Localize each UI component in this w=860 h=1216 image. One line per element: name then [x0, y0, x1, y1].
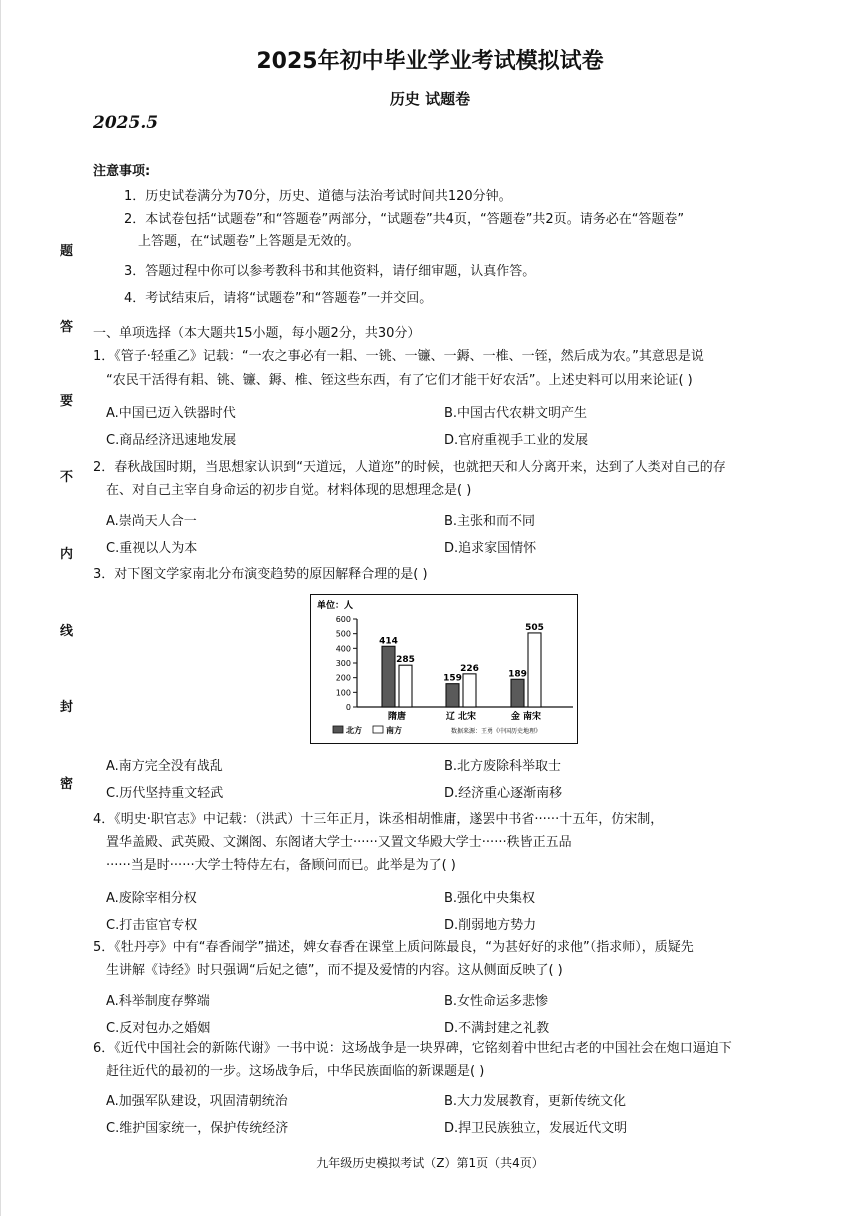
y-tick-label: 0	[345, 703, 351, 712]
notes-title: 注意事项:	[93, 164, 151, 179]
side-char: 不	[60, 470, 74, 485]
chart-source: 数据来源：王勇《中国历史地理》	[451, 728, 542, 735]
category-label: 金 南宋	[510, 712, 542, 722]
question-6-line: 6．《近代中国社会的新陈代谢》一书中说：这场战争是一块界碑，它铭刻着中世纪古老的中国社会在炮口逼迫下	[93, 1041, 732, 1056]
q1-option-d[interactable]: D.官府重视手工业的发展	[444, 433, 589, 448]
q2-option-a[interactable]: A.崇尚天人合一	[106, 514, 197, 529]
q5-option-d[interactable]: D.不满封建之礼教	[444, 1021, 550, 1036]
question-5-line: 生讲解《诗经》时只强调“后妃之德”，而不提及爱情的内容。这从侧面反映了( )	[106, 963, 563, 978]
q6-option-a[interactable]: A.加强军队建设，巩固清朝统治	[106, 1094, 288, 1109]
bar-value-label: 285	[396, 655, 415, 666]
question-2-line: 在、对自己主宰自身命运的初步自觉。材料体现的思想理念是( )	[106, 483, 472, 498]
q3-option-d[interactable]: D.经济重心逐渐南移	[444, 786, 563, 801]
bar-south	[528, 633, 541, 707]
scan-edge	[0, 0, 1, 1216]
q2-option-d[interactable]: D.追求家国情怀	[444, 541, 537, 556]
q5-option-c[interactable]: C.反对包办之婚姻	[106, 1021, 211, 1036]
category-label: 隋唐	[387, 712, 407, 722]
side-char: 密	[60, 777, 74, 792]
q3-option-b[interactable]: B.北方废除科举取士	[444, 759, 562, 774]
page-footer: 九年级历史模拟考试（Z）第1页（共4页）	[316, 1156, 544, 1170]
side-char: 封	[60, 700, 74, 715]
q6-option-b[interactable]: B.大力发展教育，更新传统文化	[444, 1094, 627, 1109]
question-6-line: 赶往近代的最初的一步。这场战争后，中华民族面临的新课题是( )	[106, 1064, 485, 1079]
bar-north	[446, 684, 459, 707]
chart-title: 单位：人	[317, 601, 354, 611]
literati-distribution-chart	[311, 595, 577, 743]
note-line: 上答题，在“试题卷”上答题是无效的。	[138, 234, 360, 249]
note-line: 3．答题过程中你可以参考教科书和其他资料，请仔细审题，认真作答。	[124, 264, 536, 279]
exam-subtitle: 历史 试题卷	[389, 90, 471, 108]
q6-option-c[interactable]: C.维护国家统一，保护传统经济	[106, 1121, 289, 1136]
bar-north	[511, 679, 524, 707]
y-tick-label: 300	[335, 659, 351, 668]
side-char: 答	[60, 320, 74, 335]
side-char: 内	[60, 547, 74, 562]
legend-swatch-south	[373, 726, 383, 733]
exam-title: 2025年初中毕业学业考试模拟试卷	[256, 49, 604, 74]
question-1-line: “农民干活得有耜、铫、镰、鎒、椎、铚这些东西，有了它们才能干好农活”。上述史料可以用来论证( )	[106, 373, 693, 388]
side-char: 题	[60, 244, 74, 259]
y-tick-label: 200	[335, 673, 351, 683]
q4-option-a[interactable]: A.废除宰相分权	[106, 891, 197, 906]
q3-option-c[interactable]: C.历代坚持重文轻武	[106, 786, 224, 801]
q1-option-a[interactable]: A.中国已迈入铁器时代	[106, 406, 236, 421]
category-label: 辽 北宋	[445, 712, 477, 722]
q2-option-b[interactable]: B.主张和而不同	[444, 514, 536, 529]
bar-value-label: 226	[460, 663, 479, 674]
y-tick-label: 600	[335, 615, 351, 624]
exam-date: 2025.5	[93, 113, 159, 133]
question-3-line: 3．对下图文学家南北分布演变趋势的原因解释合理的是( )	[93, 567, 428, 582]
question-4-line: ······当是时······大学士特侍左右，备顾问而已。此举是为了( )	[106, 858, 456, 873]
bar-value-label: 505	[525, 622, 544, 633]
note-line: 4．考试结束后，请将“试题卷”和“答题卷”一并交回。	[124, 291, 433, 306]
y-tick-label: 500	[335, 629, 351, 639]
q1-option-b[interactable]: B.中国古代农耕文明产生	[444, 406, 588, 421]
question-1-line: 1．《管子·轻重乙》记载：“一农之事必有一耜、一铫、一镰、一鎒、一椎、一铚，然后成为农。”其意思是说	[93, 349, 704, 364]
bar-north	[382, 646, 395, 707]
question-4-line: 置华盖殿、武英殿、文渊阁、东阁诸大学士······又置文华殿大学士······秩皆正五品	[106, 835, 572, 850]
section-heading: 一、单项选择（本大题共15小题，每小题2分，共30分）	[93, 326, 421, 341]
y-tick-label: 100	[335, 688, 351, 698]
side-char: 线	[60, 624, 74, 639]
side-char: 要	[60, 394, 74, 409]
question-2-line: 2．春秋战国时期，当思想家认识到“天道远，人道迩”的时候，也就把天和人分离开来，达到了人类对自己的存	[93, 460, 726, 475]
q4-option-d[interactable]: D.削弱地方势力	[444, 918, 537, 933]
bar-south	[463, 674, 476, 707]
bar-south	[399, 665, 412, 707]
note-line: 1．历史试卷满分为70分，历史、道德与法治考试时间共120分钟。	[124, 189, 512, 204]
q4-option-b[interactable]: B.强化中央集权	[444, 891, 536, 906]
question-4-line: 4．《明史·职官志》中记载：（洪武）十三年正月，诛丞相胡惟庸，遂罢中书省······十五年，仿宋制，	[93, 812, 664, 827]
q6-option-d[interactable]: D.捍卫民族独立，发展近代文明	[444, 1121, 628, 1136]
y-tick-label: 400	[335, 644, 351, 654]
q3-option-a[interactable]: A.南方完全没有战乱	[106, 759, 223, 774]
chart-frame	[310, 594, 578, 744]
q2-option-c[interactable]: C.重视以人为本	[106, 541, 198, 556]
bar-value-label: 159	[443, 673, 462, 684]
legend-swatch-north	[333, 726, 343, 733]
q5-option-a[interactable]: A.科举制度存弊端	[106, 994, 210, 1009]
bar-value-label: 414	[379, 636, 398, 647]
q4-option-c[interactable]: C.打击宦官专权	[106, 918, 198, 933]
q1-option-c[interactable]: C.商品经济迅速地发展	[106, 433, 237, 448]
legend-label-south: 南方	[386, 726, 402, 735]
legend-label-north: 北方	[346, 726, 362, 735]
note-line: 2．本试卷包括“试题卷”和“答题卷”两部分，“试题卷”共4页，“答题卷”共2页。请务必在“答题卷”	[124, 212, 685, 227]
question-5-line: 5．《牡丹亭》中有“春香闹学”描述，婢女春香在课堂上质问陈最良，“为甚好好的求他”（指求师），质疑先	[93, 940, 694, 955]
q5-option-b[interactable]: B.女性命运多悲惨	[444, 994, 549, 1009]
bar-value-label: 189	[508, 669, 527, 680]
